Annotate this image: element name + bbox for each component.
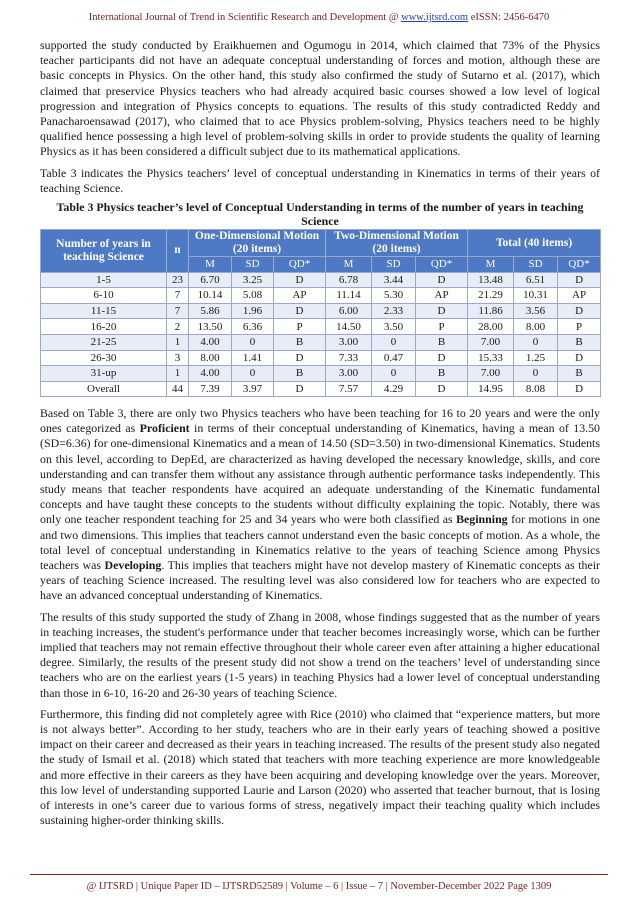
- table-cell: 3.50: [372, 319, 416, 335]
- table-cell: 1.25: [514, 350, 558, 366]
- level-proficient: Proficient: [139, 421, 190, 436]
- table-cell: 4.00: [189, 366, 232, 382]
- table-cell: 6.70: [189, 272, 232, 288]
- results-table: [40, 229, 601, 397]
- table-cell: 5.30: [372, 288, 416, 304]
- body-text-top: [40, 38, 600, 202]
- subheader-cell: QD*: [274, 257, 326, 273]
- table-body: [41, 272, 601, 397]
- table-cell: 0: [232, 366, 274, 382]
- paragraph-discussion-1: supported the study conducted by Eraikhuemen and Ogumogu in 2014, which claimed that 73% of the Physics teacher participants did not have an adequate conceptual understanding of forces and motion, although these are basic concepts in Physics. On the other hand, this study also confirmed the study of Sutarno et al. (2017), which claimed that preservice Physics teachers who had already acquired basic courses showed a low level of logical progression and integration of Physics concepts to equations. The results of this study contradicted Reddy and Panacharoensawad (2017), who claimed that to ace Physics problem-solving, Physics teachers need to be highly qualified hence possessing a high level of problem-solving skills in order to provide students the quality of learning Physics as it has been considered a difficult subject due to its mathematical applications.: [40, 38, 600, 159]
- table-cell: D: [558, 272, 601, 288]
- table-cell: 6.51: [514, 272, 558, 288]
- table-cell: B: [416, 366, 468, 382]
- table-cell: D: [274, 381, 326, 397]
- table-cell: 0.47: [372, 350, 416, 366]
- paragraph-discussion-3: Furthermore, this finding did not completely agree with Rice (2010) who claimed that “experience matters, but more is not always better”. According to her study, teachers who are in their early years of teaching showed a positive impact on their career and decreased as their years in teaching increased. The results of the present study also negated the study of Ismail et al. (2018) which stated that teachers with more teaching experience are more knowledgeable and more effective in their careers as they have been acquiring and developing knowledge over the years. Moreover, this low level of understanding supported Laurie and Larson (2020) who asserted that teacher burnout, that is losing of interests in one’s career due to various forms of stress, negatively impact their teaching quality which includes sustaining higher-order thinking skills.: [40, 706, 600, 828]
- table-cell: 28.00: [468, 319, 514, 335]
- table-cell: 7: [167, 303, 189, 319]
- table-cell: 7.00: [468, 334, 514, 350]
- table-cell: 3.97: [232, 381, 274, 397]
- subheader-cell: M: [326, 257, 372, 273]
- table-cell: 31-up: [41, 366, 167, 382]
- table-cell: 8.00: [189, 350, 232, 366]
- table-cell: 0: [372, 334, 416, 350]
- table-cell: B: [274, 366, 326, 382]
- table-cell: 7.57: [326, 381, 372, 397]
- subheader-cell: QD*: [416, 257, 468, 273]
- journal-website-link[interactable]: www.ijtsrd.com: [401, 12, 469, 23]
- table-cell: 6-10: [41, 288, 167, 304]
- table-cell: 5.08: [232, 288, 274, 304]
- table-cell: AP: [558, 288, 601, 304]
- table-cell: B: [558, 334, 601, 350]
- table-cell: 8.00: [514, 319, 558, 335]
- table-cell: D: [416, 350, 468, 366]
- subheader-cell: M: [468, 257, 514, 273]
- table-cell: D: [416, 272, 468, 288]
- text-run: . This implies that teachers might have not develop mastery of Kinematic concepts as their years of teaching Science increased. The resulting level was also considered low for teachers who are expected to have an advanced conceptual understanding of Kinematics.: [40, 558, 600, 603]
- table-cell: 3.56: [514, 303, 558, 319]
- table-cell: 2: [167, 319, 189, 335]
- table-cell: 14.95: [468, 381, 514, 397]
- table-cell: D: [416, 303, 468, 319]
- header-two-dimensional: Two-Dimensional Motion (20 items): [326, 230, 468, 257]
- table-cell: AP: [274, 288, 326, 304]
- table-caption: Table 3 Physics teacher’s level of Conceptual Understanding in terms of the number of years in teaching Science: [56, 200, 584, 228]
- table-cell: 1: [167, 334, 189, 350]
- table-cell: D: [558, 303, 601, 319]
- header-one-dimensional: One-Dimensional Motion (20 items): [189, 230, 326, 257]
- table-cell: 7.33: [326, 350, 372, 366]
- table-cell: D: [416, 381, 468, 397]
- table-row: [41, 366, 601, 382]
- table-cell: 3.00: [326, 366, 372, 382]
- table-cell: 0: [232, 334, 274, 350]
- table-cell: 2.33: [372, 303, 416, 319]
- table-cell: 16-20: [41, 319, 167, 335]
- table-cell: 14.50: [326, 319, 372, 335]
- table-cell: B: [274, 334, 326, 350]
- table-cell: 3.00: [326, 334, 372, 350]
- level-developing: Developing: [104, 558, 162, 573]
- table-cell: 1.96: [232, 303, 274, 319]
- text-run: Based on Table 3, there are only two Physics teachers who have been teaching for 16 to 20 years and were the only ones categorized as: [40, 406, 600, 436]
- table-cell: D: [274, 303, 326, 319]
- table-cell: 3: [167, 350, 189, 366]
- table-cell: 1-5: [41, 272, 167, 288]
- paragraph-discussion-2: The results of this study supported the study of Zhang in 2008, whose findings suggested that as the number of years in teaching increases, the student's performance under that teacher becomes increasingly worse, which can be further implied that teachers may not remain effective throughout their whole career even after attaining a higher educational degree. Similarly, the results of the present study did not show a trend on the teachers’ level of understanding since teachers who are on the earliest years (1-5 years) in teaching Physics had a lower level of conceptual understanding than those in 6-10, 16-20 and 26-30 years of teaching Science.: [40, 609, 600, 700]
- table-cell: 6.00: [326, 303, 372, 319]
- table-cell: 10.14: [189, 288, 232, 304]
- table-cell: 6.78: [326, 272, 372, 288]
- subheader-cell: SD: [514, 257, 558, 273]
- header-total: Total (40 items): [468, 230, 601, 257]
- table-cell: 6.36: [232, 319, 274, 335]
- table-cell: 4.29: [372, 381, 416, 397]
- level-beginning: Beginning: [456, 512, 508, 527]
- table-cell: 7.00: [468, 366, 514, 382]
- table-cell: 11-15: [41, 303, 167, 319]
- table-cell: 5.86: [189, 303, 232, 319]
- table-row: [41, 334, 601, 350]
- table-cell: 11.86: [468, 303, 514, 319]
- subheader-cell: SD: [372, 257, 416, 273]
- table-row: [41, 350, 601, 366]
- table-cell: 11.14: [326, 288, 372, 304]
- table-cell: 0: [372, 366, 416, 382]
- table-cell: Overall: [41, 381, 167, 397]
- table-cell: D: [558, 381, 601, 397]
- header-n: n: [167, 230, 189, 273]
- journal-name: International Journal of Trend in Scientific Research and Development @: [88, 12, 402, 23]
- table-cell: 4.00: [189, 334, 232, 350]
- text-run: in terms of their conceptual understanding of Kinematics, having a mean of 13.50 (SD=6.36) for one-dimensional Kinematics and a mean of 14.50 (SD=3.50) in two-dimensional Kinematics. Students on this level, according to DepEd, are characterized as having developed the necessary knowledge, skills, and core understanding and can transfer them without any assistance through authentic performance tasks independently. This study means that teacher respondents have acquired an adequate understanding of the Kinematic fundamental concepts and have taught these concepts to the students without difficulty explaining the topic. Notably, there was only one teacher respondent teaching for 25 and 34 years who were both classified as: [40, 421, 600, 527]
- table-cell: 3.25: [232, 272, 274, 288]
- table-cell: 7.39: [189, 381, 232, 397]
- table-cell: 1.41: [232, 350, 274, 366]
- subheader-cell: QD*: [558, 257, 601, 273]
- table-cell: 13.50: [189, 319, 232, 335]
- body-text-bottom: [40, 406, 600, 834]
- table-cell: B: [558, 366, 601, 382]
- table-cell: 15.33: [468, 350, 514, 366]
- table-cell: 44: [167, 381, 189, 397]
- table-cell: 21-25: [41, 334, 167, 350]
- table-cell: AP: [416, 288, 468, 304]
- table-cell: 0: [514, 366, 558, 382]
- table-cell: D: [274, 272, 326, 288]
- table-cell: 23: [167, 272, 189, 288]
- table-row: [41, 381, 601, 397]
- paragraph-table-intro: Table 3 indicates the Physics teachers’ level of conceptual understanding in Kinematics in terms of their years of teaching Science.: [40, 165, 600, 195]
- table-cell: 0: [514, 334, 558, 350]
- text-run: for motions in one and two dimensions. This implies that teachers cannot understand even the basic concepts of motion. As a whole, the total level of conceptual understanding in Kinematics relative to the years of teaching Science among Physics teachers was: [40, 512, 600, 573]
- paragraph-table-analysis: [40, 406, 600, 604]
- subheader-cell: SD: [232, 257, 274, 273]
- table-row: [41, 303, 601, 319]
- table-cell: D: [274, 350, 326, 366]
- footer-divider: [30, 874, 608, 875]
- table-cell: P: [558, 319, 601, 335]
- running-footer: @ IJTSRD | Unique Paper ID – IJTSRD52589 | Volume – 6 | Issue – 7 | November-December 2022 Page 1309: [86, 881, 552, 892]
- table-cell: 21.29: [468, 288, 514, 304]
- table-cell: P: [274, 319, 326, 335]
- subheader-cell: M: [189, 257, 232, 273]
- running-header: [0, 12, 638, 23]
- table-cell: 1: [167, 366, 189, 382]
- table-cell: P: [416, 319, 468, 335]
- table-cell: D: [558, 350, 601, 366]
- table-row: [41, 288, 601, 304]
- table-row: [41, 272, 601, 288]
- table-cell: 13.48: [468, 272, 514, 288]
- table-cell: 3.44: [372, 272, 416, 288]
- table-cell: 8.08: [514, 381, 558, 397]
- table-cell: B: [416, 334, 468, 350]
- header-years: Number of years in teaching Science: [41, 230, 167, 273]
- table-cell: 10.31: [514, 288, 558, 304]
- issn: eISSN: 2456-6470: [468, 12, 550, 23]
- table-row: [41, 319, 601, 335]
- table-cell: 7: [167, 288, 189, 304]
- table-cell: 26-30: [41, 350, 167, 366]
